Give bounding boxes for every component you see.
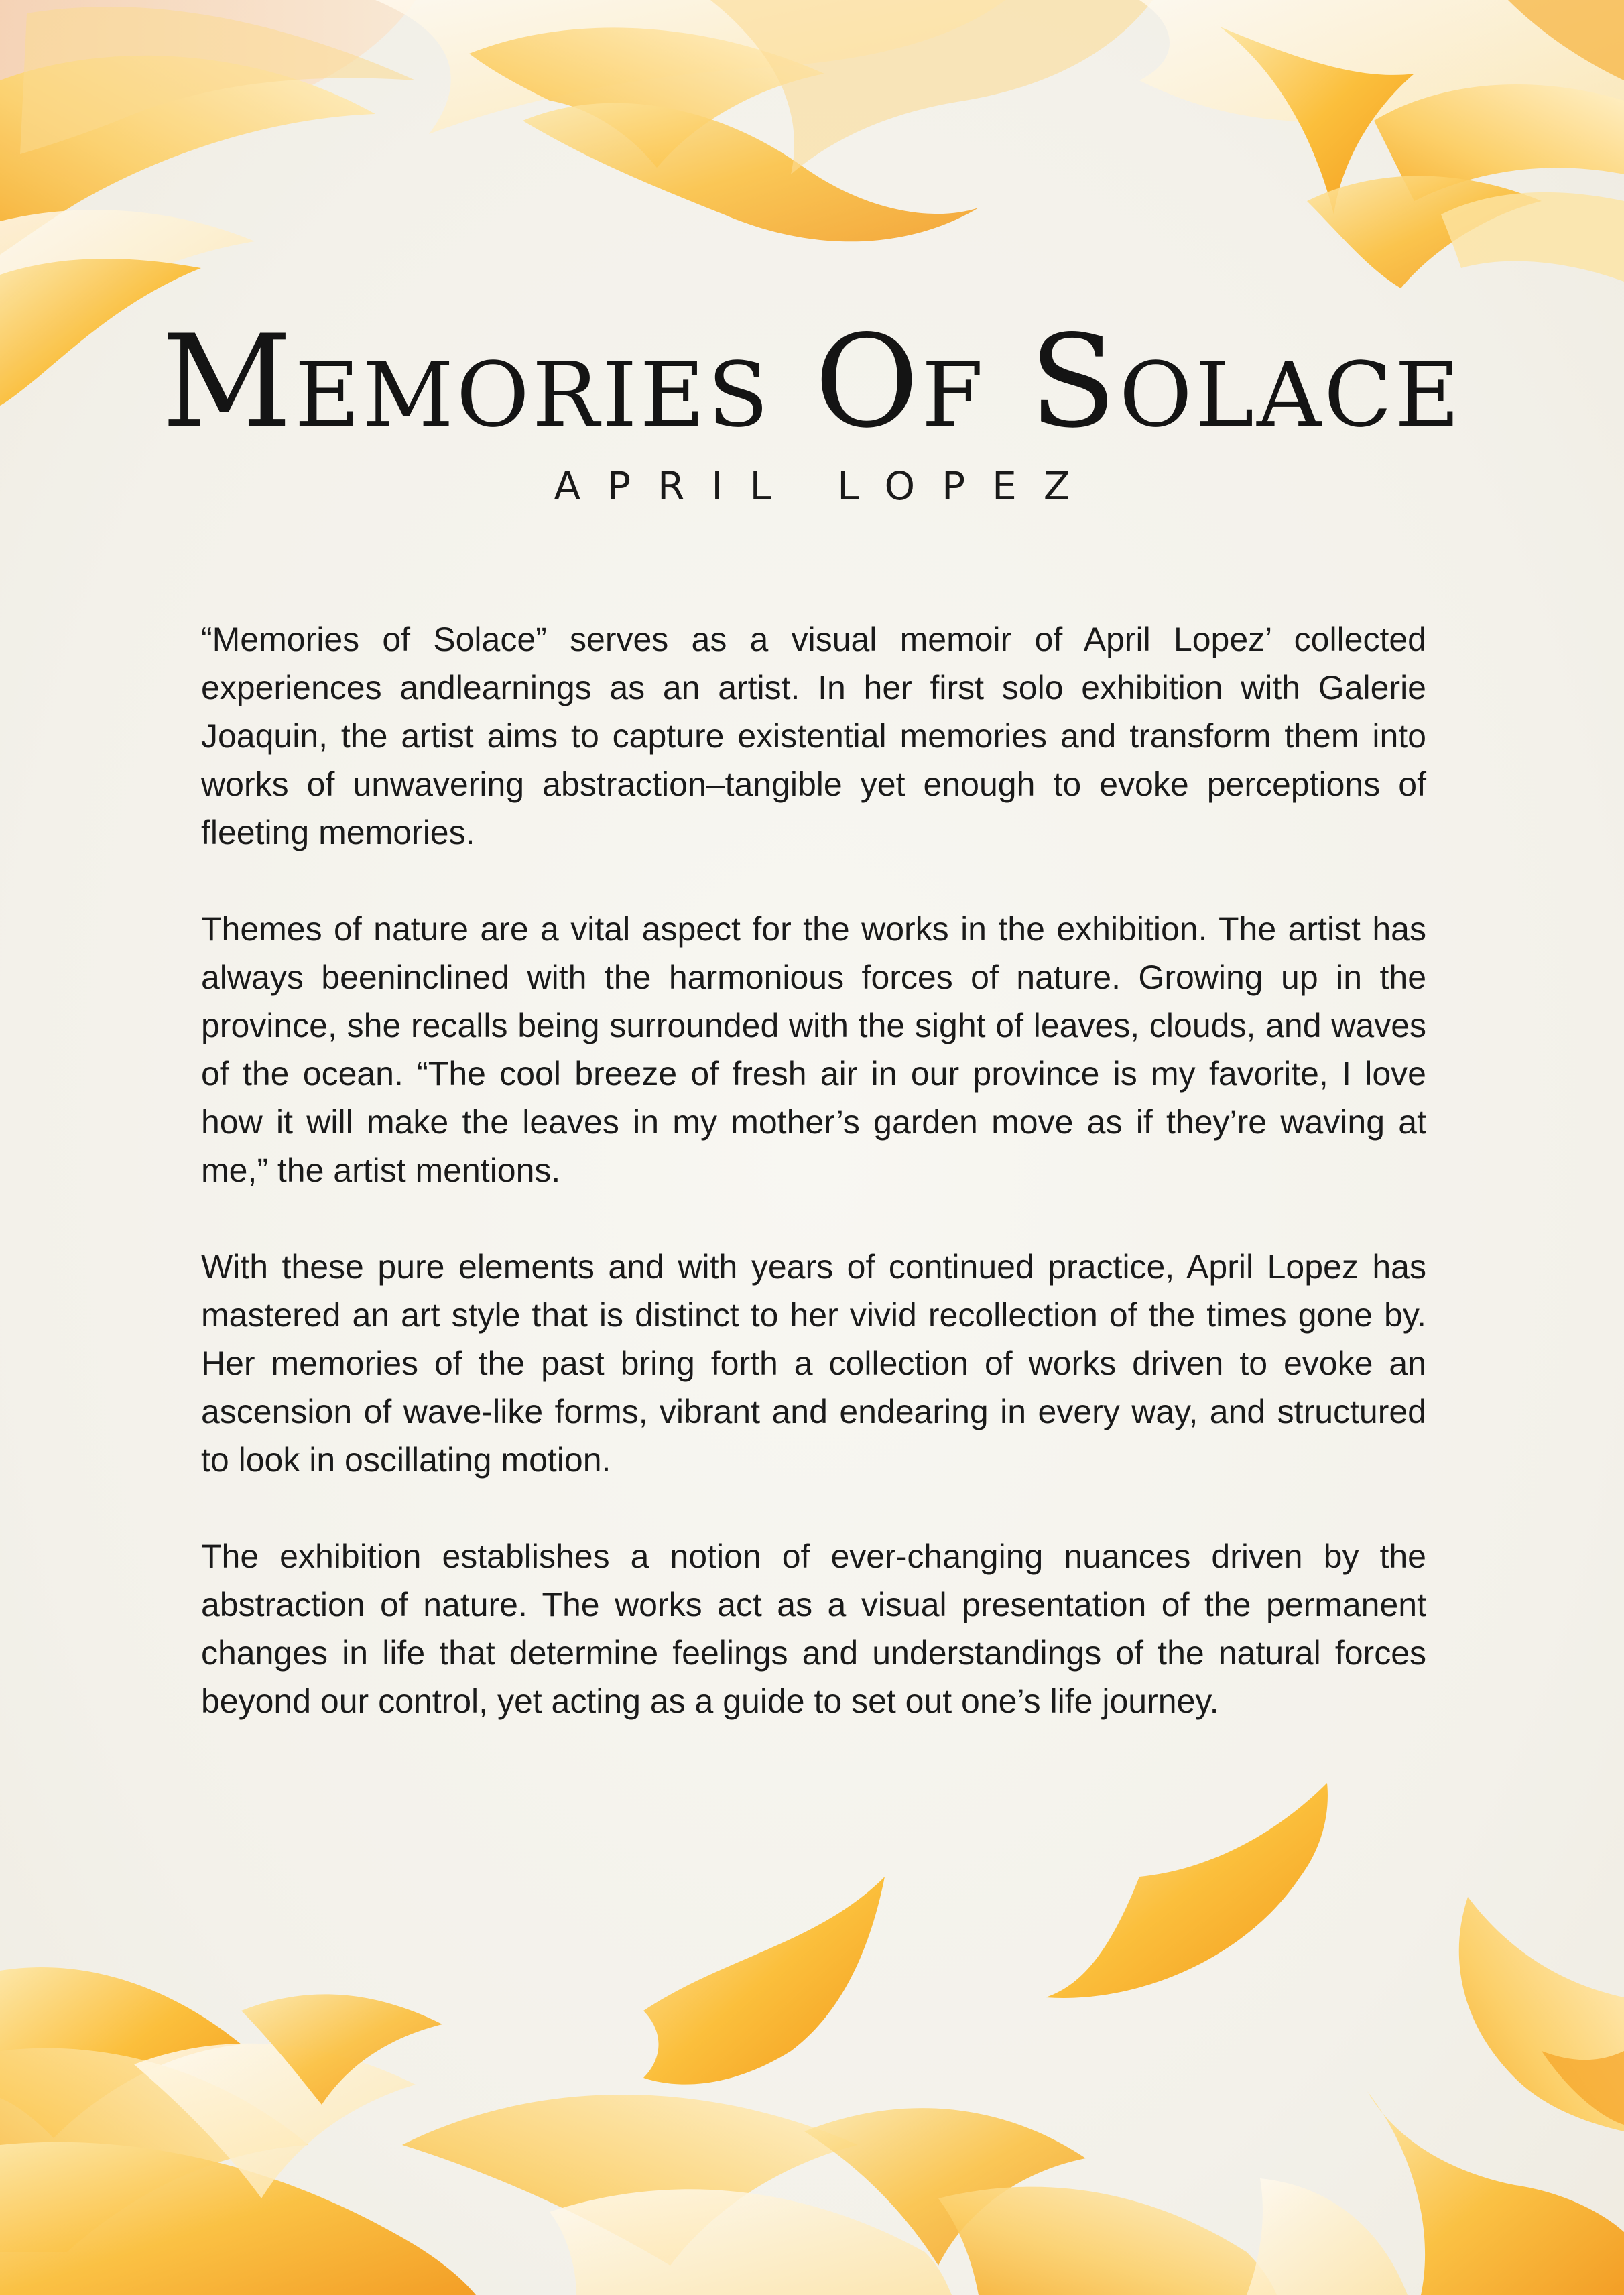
paragraph-1: “Memories of Solace” serves as a visual memoir of April Lopez’ collected experiences andlearnings as an artist. In her first solo exhibition with Galerie Joaquin, the artist aims to capture existential memories and transform them into works of unwavering abstraction–tangible yet enough to evoke perceptions of fleeting memories.	[201, 621, 1426, 851]
exhibition-title: Memories Of Solace	[162, 308, 1462, 456]
bottom-left-petals	[0, 1967, 476, 2295]
paragraph-2: Themes of nature are a vital aspect for the works in the exhibition. The artist has always beeninclined with the harmonious forces of nature. Growing up in the province, she recalls being surrounded with the sight of leaves, clouds, and waves of the ocean. “The cool breeze of fresh air in our province is my favorite, I love how it will make the leaves in my mother’s garden move as if they’re waving at me,” the artist mentions.	[201, 910, 1426, 1189]
top-center-petals	[375, 0, 1153, 241]
top-right-petals	[1139, 0, 1624, 288]
paragraph-3: With these pure elements and with years of continued practice, April Lopez has mastered an art style that is distinct to her vivid recollection of the times gone by. Her memories of the past bring forth a collection of works driven to evoke an ascension of wave-like forms, vibrant and endearing in every way, and structured to look in oscillating motion.	[201, 1248, 1426, 1479]
artist-name: APRIL LOPEZ	[554, 463, 1097, 509]
paragraph-4: The exhibition establishes a notion of ever-changing nuances driven by the abstraction of nature. The works act as a visual presentation of the permanent changes in life that determine feelings and understandings of the natural forces beyond our control, yet acting as a guide to set out one’s life journey.	[201, 1538, 1426, 1720]
exhibition-statement	[201, 615, 1426, 1774]
